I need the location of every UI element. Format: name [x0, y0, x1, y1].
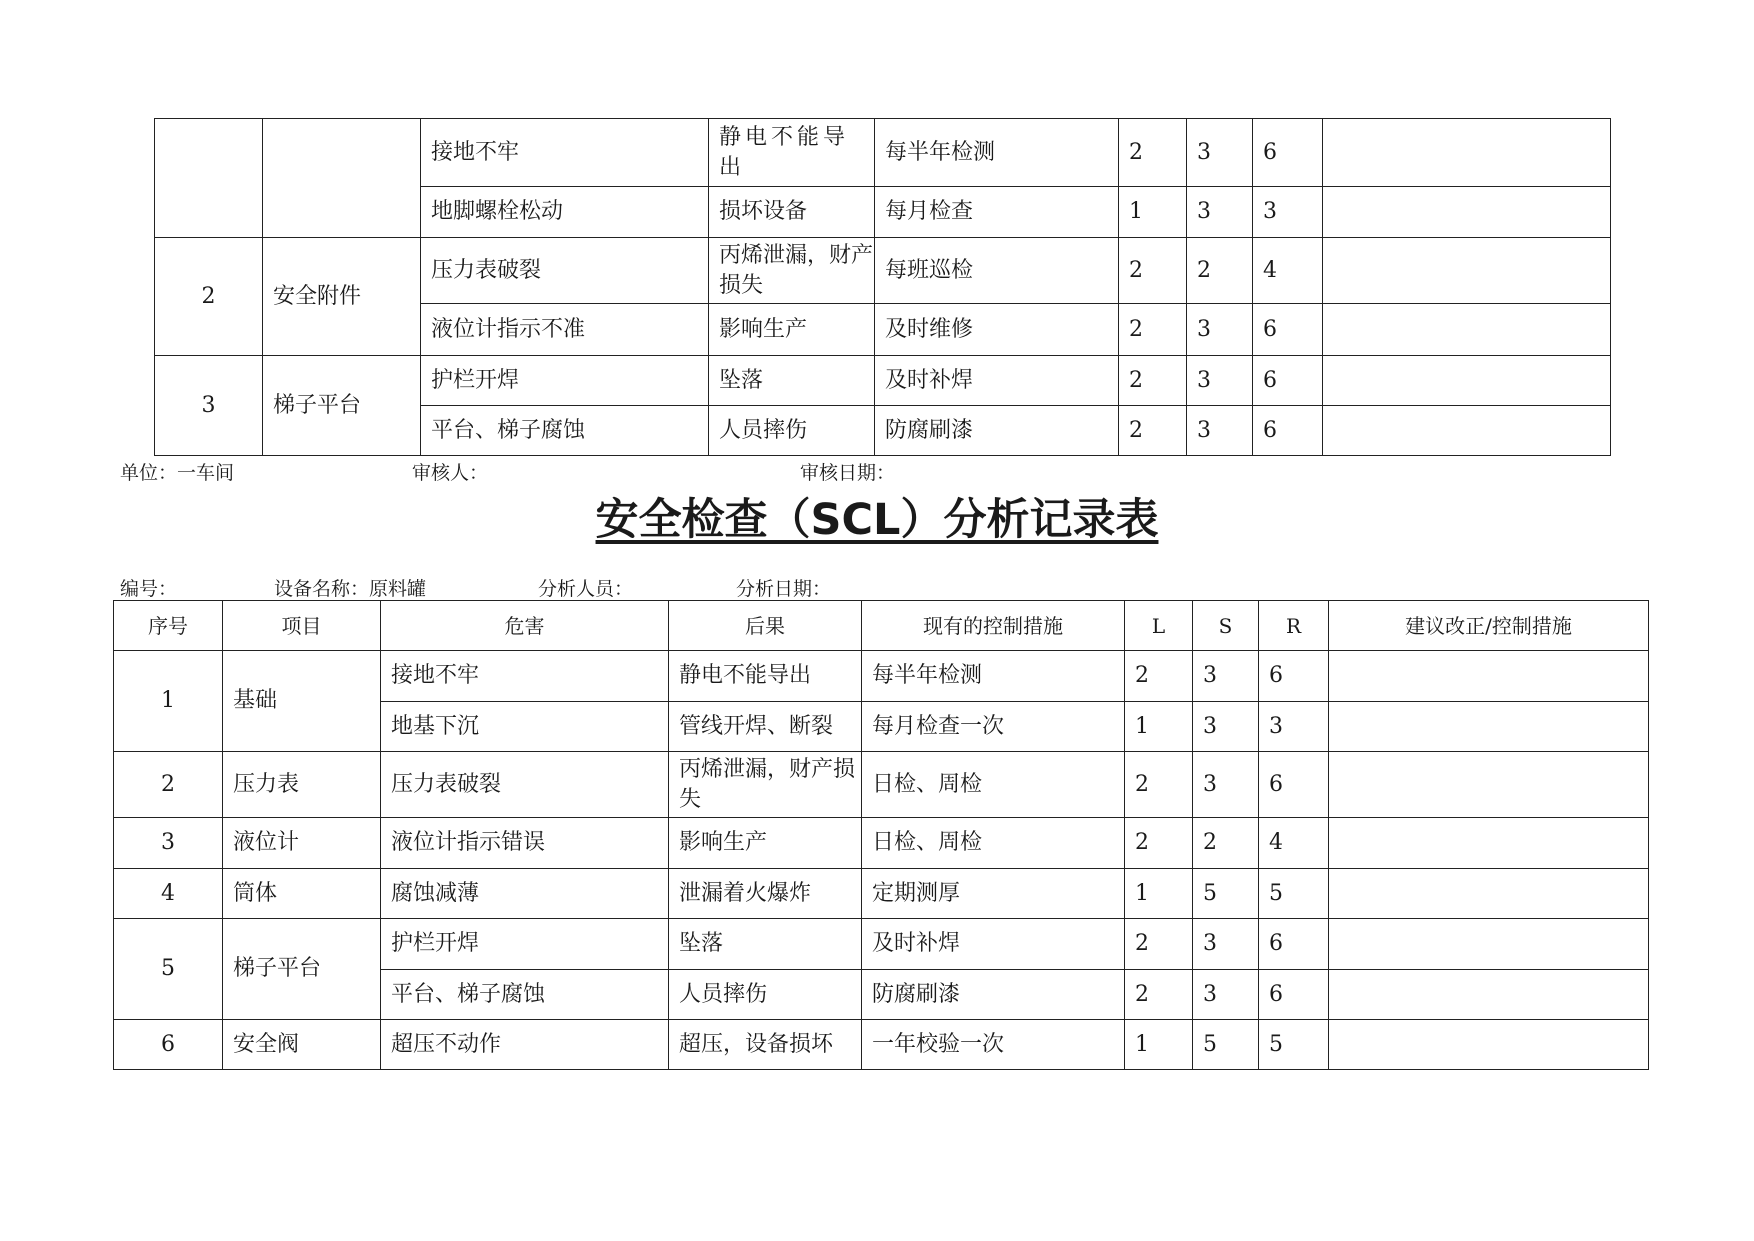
r-cell: 6 — [1259, 919, 1329, 970]
r-cell: 5 — [1259, 869, 1329, 919]
suggest-cell — [1329, 970, 1649, 1020]
header-hazard: 危害 — [381, 601, 669, 651]
l-cell: 2 — [1119, 238, 1187, 304]
control-cell: 每班巡检 — [875, 238, 1119, 304]
suggest-cell — [1329, 1020, 1649, 1070]
control-cell: 定期测厚 — [862, 869, 1125, 919]
hazard-cell: 平台、梯子腐蚀 — [421, 406, 709, 456]
control-cell: 每月检查 — [875, 187, 1119, 238]
item-name: 液位计 — [223, 818, 381, 869]
r-cell: 3 — [1253, 187, 1323, 238]
row-number: 3 — [155, 356, 263, 456]
control-cell: 每月检查一次 — [862, 702, 1125, 752]
item-name: 筒体 — [223, 869, 381, 919]
control-cell: 及时补焊 — [862, 919, 1125, 970]
suggest-cell — [1329, 869, 1649, 919]
main-table — [113, 600, 1649, 1070]
number-label: 编号： — [120, 578, 178, 600]
consequence-cell: 损坏设备 — [709, 187, 875, 238]
table-row — [114, 869, 1649, 919]
s-cell: 3 — [1187, 304, 1253, 356]
control-cell: 每半年检测 — [862, 651, 1125, 702]
header-control: 现有的控制措施 — [862, 601, 1125, 651]
header-suggest: 建议改正/控制措施 — [1329, 601, 1649, 651]
row-number: 3 — [114, 818, 223, 869]
item-name: 安全阀 — [223, 1020, 381, 1070]
hazard-cell: 地基下沉 — [381, 702, 669, 752]
control-cell: 日检、周检 — [862, 752, 1125, 818]
control-cell: 及时维修 — [875, 304, 1119, 356]
r-cell: 6 — [1259, 752, 1329, 818]
table-row — [155, 356, 1611, 406]
hazard-cell: 护栏开焊 — [381, 919, 669, 970]
suggest-cell — [1329, 818, 1649, 869]
review-date-label: 审核日期： — [800, 462, 896, 484]
r-cell: 4 — [1259, 818, 1329, 869]
r-cell: 5 — [1259, 1020, 1329, 1070]
s-cell: 5 — [1193, 869, 1259, 919]
header-s: S — [1193, 601, 1259, 651]
consequence-cell: 静电不能导出 — [709, 119, 875, 187]
hazard-cell: 平台、梯子腐蚀 — [381, 970, 669, 1020]
l-cell: 2 — [1125, 651, 1193, 702]
s-cell: 3 — [1187, 187, 1253, 238]
hazard-cell: 超压不动作 — [381, 1020, 669, 1070]
consequence-cell: 泄漏着火爆炸 — [669, 869, 862, 919]
control-cell: 一年校验一次 — [862, 1020, 1125, 1070]
top-table — [154, 118, 1611, 456]
s-cell: 3 — [1187, 406, 1253, 456]
header-consequence: 后果 — [669, 601, 862, 651]
hazard-cell: 压力表破裂 — [421, 238, 709, 304]
hazard-cell: 液位计指示错误 — [381, 818, 669, 869]
hazard-cell: 护栏开焊 — [421, 356, 709, 406]
analysis-date-label: 分析日期： — [736, 578, 832, 600]
l-cell: 1 — [1119, 187, 1187, 238]
consequence-cell: 管线开焊、断裂 — [669, 702, 862, 752]
suggest-cell — [1323, 187, 1611, 238]
row-number: 2 — [155, 238, 263, 356]
s-cell: 3 — [1187, 119, 1253, 187]
r-cell: 6 — [1253, 119, 1323, 187]
suggest-cell — [1323, 406, 1611, 456]
table-header-row — [114, 601, 1649, 651]
consequence-cell: 丙烯泄漏，财产损失 — [669, 752, 862, 818]
s-cell: 5 — [1193, 1020, 1259, 1070]
consequence-cell: 坠落 — [709, 356, 875, 406]
table-row — [155, 119, 1611, 187]
l-cell: 2 — [1125, 970, 1193, 1020]
control-cell: 及时补焊 — [875, 356, 1119, 406]
s-cell: 3 — [1193, 651, 1259, 702]
hazard-cell: 腐蚀减薄 — [381, 869, 669, 919]
control-cell: 每半年检测 — [875, 119, 1119, 187]
r-cell: 4 — [1253, 238, 1323, 304]
control-cell: 防腐刷漆 — [875, 406, 1119, 456]
header-number: 序号 — [114, 601, 223, 651]
hazard-cell: 压力表破裂 — [381, 752, 669, 818]
hazard-cell: 液位计指示不准 — [421, 304, 709, 356]
equipment-label: 设备名称：原料罐 — [274, 578, 427, 600]
analyst-label: 分析人员： — [538, 578, 634, 600]
table-row — [114, 1020, 1649, 1070]
s-cell: 3 — [1193, 919, 1259, 970]
r-cell: 6 — [1253, 406, 1323, 456]
r-cell: 3 — [1259, 702, 1329, 752]
table-row — [114, 651, 1649, 702]
consequence-cell: 影响生产 — [709, 304, 875, 356]
l-cell: 1 — [1125, 1020, 1193, 1070]
page-title — [0, 486, 1754, 547]
table-row — [114, 919, 1649, 970]
item-name: 基础 — [223, 651, 381, 752]
l-cell: 2 — [1119, 406, 1187, 456]
hazard-cell: 接地不牢 — [421, 119, 709, 187]
reviewer-label: 审核人： — [412, 462, 489, 484]
consequence-cell: 丙烯泄漏，财产损失 — [709, 238, 875, 304]
l-cell: 1 — [1125, 869, 1193, 919]
suggest-cell — [1329, 651, 1649, 702]
l-cell: 2 — [1119, 119, 1187, 187]
l-cell: 2 — [1125, 818, 1193, 869]
suggest-cell — [1329, 702, 1649, 752]
row-number — [155, 119, 263, 238]
l-cell: 2 — [1125, 752, 1193, 818]
l-cell: 2 — [1119, 356, 1187, 406]
r-cell: 6 — [1253, 304, 1323, 356]
item-name — [263, 119, 421, 238]
s-cell: 3 — [1187, 356, 1253, 406]
consequence-cell: 坠落 — [669, 919, 862, 970]
row-number: 4 — [114, 869, 223, 919]
l-cell: 2 — [1125, 919, 1193, 970]
r-cell: 6 — [1253, 356, 1323, 406]
s-cell: 2 — [1193, 818, 1259, 869]
row-number: 1 — [114, 651, 223, 752]
consequence-cell: 影响生产 — [669, 818, 862, 869]
hazard-cell: 接地不牢 — [381, 651, 669, 702]
suggest-cell — [1329, 919, 1649, 970]
table-row — [114, 818, 1649, 869]
item-name: 梯子平台 — [263, 356, 421, 456]
row-number: 5 — [114, 919, 223, 1020]
unit-label: 单位：一车间 — [120, 462, 235, 484]
s-cell: 3 — [1193, 752, 1259, 818]
suggest-cell — [1329, 752, 1649, 818]
hazard-cell: 地脚螺栓松动 — [421, 187, 709, 238]
suggest-cell — [1323, 356, 1611, 406]
l-cell: 1 — [1125, 702, 1193, 752]
suggest-cell — [1323, 119, 1611, 187]
suggest-cell — [1323, 238, 1611, 304]
consequence-cell: 超压，设备损坏 — [669, 1020, 862, 1070]
s-cell: 2 — [1187, 238, 1253, 304]
header-l: L — [1125, 601, 1193, 651]
control-cell: 防腐刷漆 — [862, 970, 1125, 1020]
row-number: 2 — [114, 752, 223, 818]
r-cell: 6 — [1259, 970, 1329, 1020]
item-name: 梯子平台 — [223, 919, 381, 1020]
consequence-cell: 静电不能导出 — [669, 651, 862, 702]
s-cell: 3 — [1193, 970, 1259, 1020]
consequence-cell: 人员摔伤 — [669, 970, 862, 1020]
table-row — [114, 752, 1649, 818]
header-r: R — [1259, 601, 1329, 651]
consequence-cell: 人员摔伤 — [709, 406, 875, 456]
s-cell: 3 — [1193, 702, 1259, 752]
table-row — [155, 238, 1611, 304]
suggest-cell — [1323, 304, 1611, 356]
r-cell: 6 — [1259, 651, 1329, 702]
row-number: 6 — [114, 1020, 223, 1070]
l-cell: 2 — [1119, 304, 1187, 356]
header-item: 项目 — [223, 601, 381, 651]
item-name: 压力表 — [223, 752, 381, 818]
item-name: 安全附件 — [263, 238, 421, 356]
control-cell: 日检、周检 — [862, 818, 1125, 869]
page-title-text: 安全检查（SCL）分析记录表 — [595, 495, 1159, 545]
